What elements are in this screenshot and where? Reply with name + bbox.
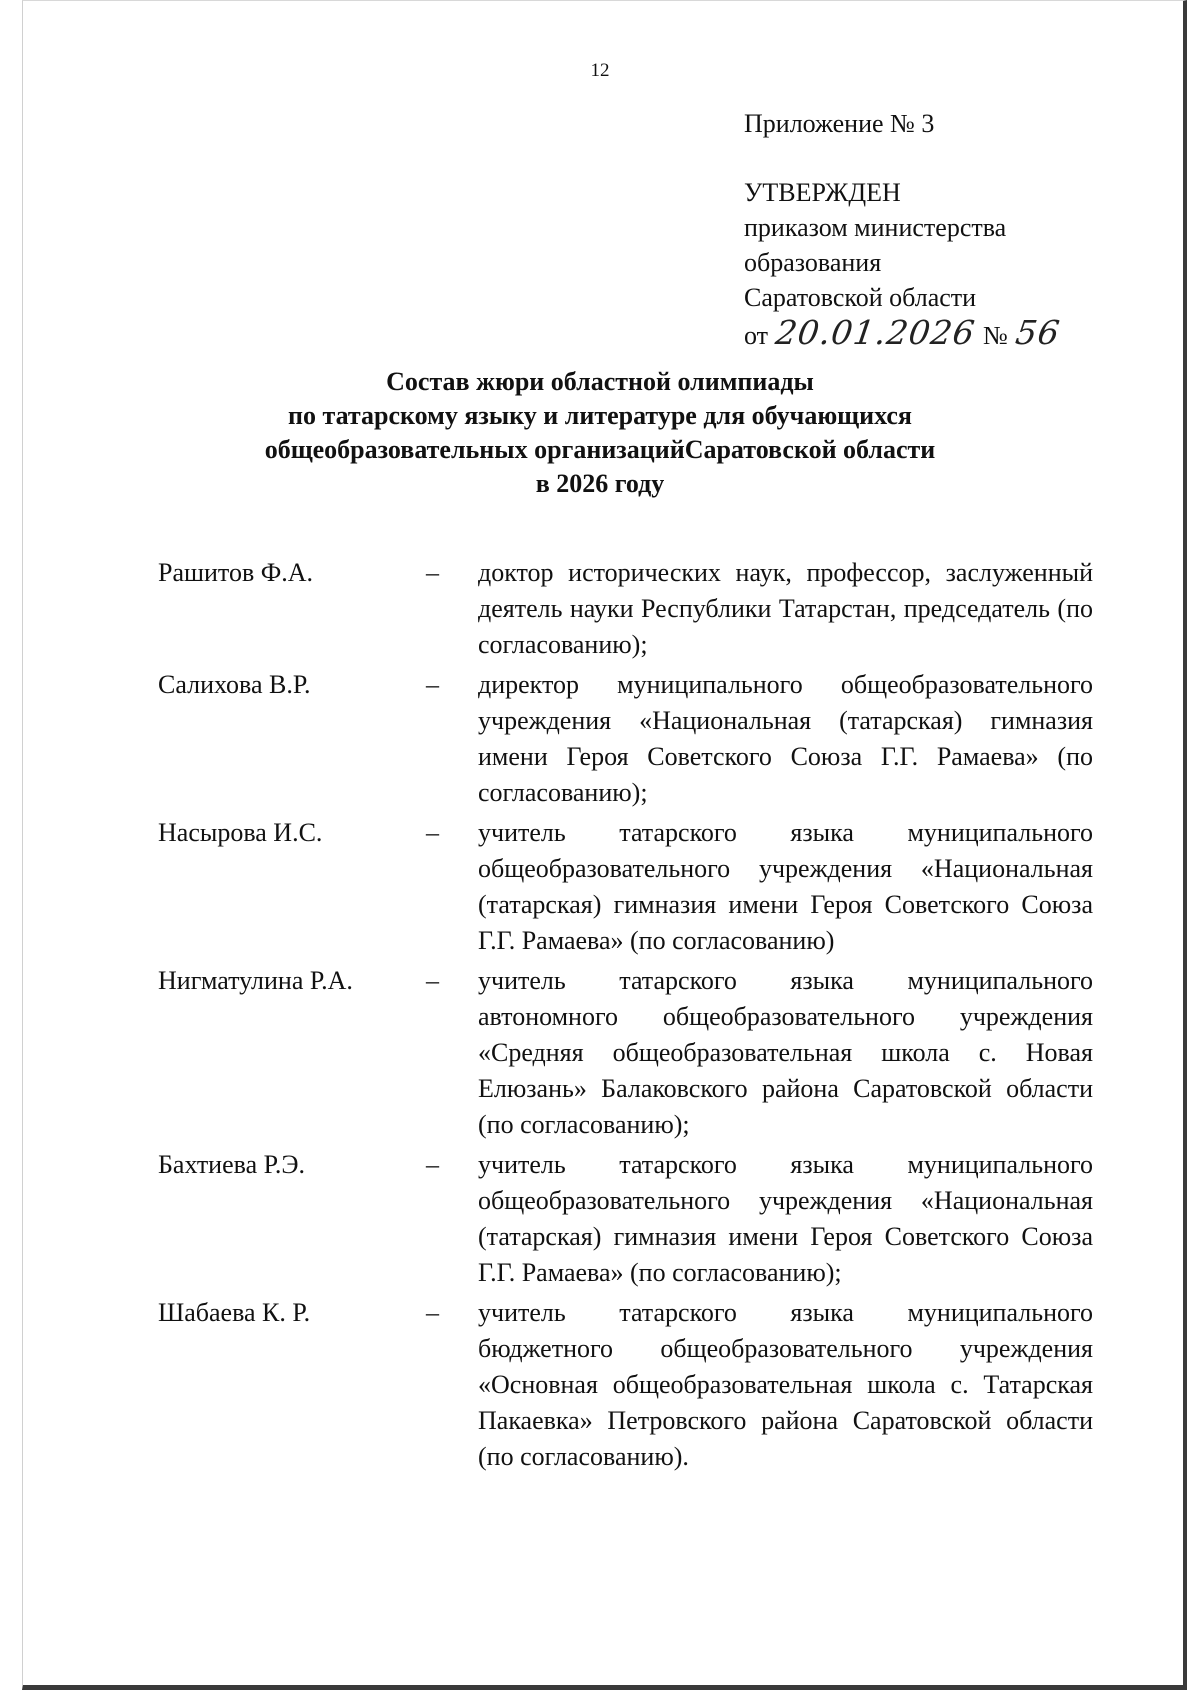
jury-roster — [158, 555, 1093, 1479]
approval-line-2: образования — [744, 248, 882, 277]
member-role: учитель татарского языка муниципального автономного общеобразовательного учреждения «Средняя общеобразовательная школа с. Новая Елюзань» Балаковского района Саратовской области (по согласованию); — [478, 966, 1093, 1139]
member-name: Нигматулина Р.А. — [158, 966, 353, 995]
dash-separator: – — [426, 966, 439, 995]
dash-separator: – — [426, 558, 439, 587]
date-prefix: от — [744, 321, 769, 350]
member-name: Насырова И.С. — [158, 818, 323, 847]
approval-line-3: Саратовской области — [744, 283, 977, 312]
dash-separator: – — [426, 1150, 439, 1179]
member-role: доктор исторических наук, профессор, заслуженный деятель науки Республики Татарстан, председатель (по согласованию); — [478, 558, 1093, 659]
jury-member — [158, 815, 1093, 959]
title-line-4: в 2026 году — [535, 469, 665, 498]
title-line-1: Состав жюри областной олимпиады — [386, 367, 814, 396]
approval-line-1: приказом министерства — [744, 213, 1007, 242]
page-number: 12 — [590, 60, 610, 81]
member-name: Рашитов Ф.А. — [158, 558, 314, 587]
document-title — [0, 365, 1200, 501]
member-role: учитель татарского языка муниципального бюджетного общеобразовательного учреждения «Основная общеобразовательная школа с. Татарская Пакаевка» Петровского района Саратовской области (по согласованию). — [478, 1298, 1093, 1471]
approved-heading: УТВЕРЖДЕН — [744, 178, 901, 207]
member-role: директор муниципального общеобразовательного учреждения «Национальная (татарская) гимназия имени Героя Советского Союза Г.Г. Рамаева» (по согласованию); — [478, 670, 1093, 807]
jury-member — [158, 555, 1093, 663]
handwritten-date: 20.01.2026 — [773, 313, 978, 352]
title-line-2: по татарскому языку и литературе для обучающихся — [288, 401, 912, 430]
order-date-line — [744, 313, 1063, 353]
member-name: Салихова В.Р. — [158, 670, 311, 699]
dash-separator: – — [426, 670, 439, 699]
jury-member — [158, 963, 1093, 1143]
dash-separator: – — [426, 1298, 439, 1327]
member-role: учитель татарского языка муниципального общеобразовательного учреждения «Национальная (татарская) гимназия имени Героя Советского Союза Г.Г. Рамаева» (по согласованию); — [478, 1150, 1093, 1287]
appendix-label: Приложение № 3 — [744, 109, 935, 138]
handwritten-order-number: 56 — [1013, 313, 1063, 352]
member-role: учитель татарского языка муниципального общеобразовательного учреждения «Национальная (татарская) гимназия имени Героя Советского Союза Г.Г. Рамаева» (по согласованию) — [478, 818, 1093, 955]
approval-block — [744, 106, 1063, 353]
jury-member — [158, 1147, 1093, 1291]
dash-separator: – — [426, 818, 439, 847]
member-name: Шабаева К. Р. — [158, 1298, 311, 1327]
member-name: Бахтиева Р.Э. — [158, 1150, 305, 1179]
jury-member — [158, 1295, 1093, 1475]
title-line-3: общеобразовательных организацийСаратовской области — [264, 435, 936, 464]
number-prefix: № — [982, 321, 1008, 350]
jury-member — [158, 667, 1093, 811]
